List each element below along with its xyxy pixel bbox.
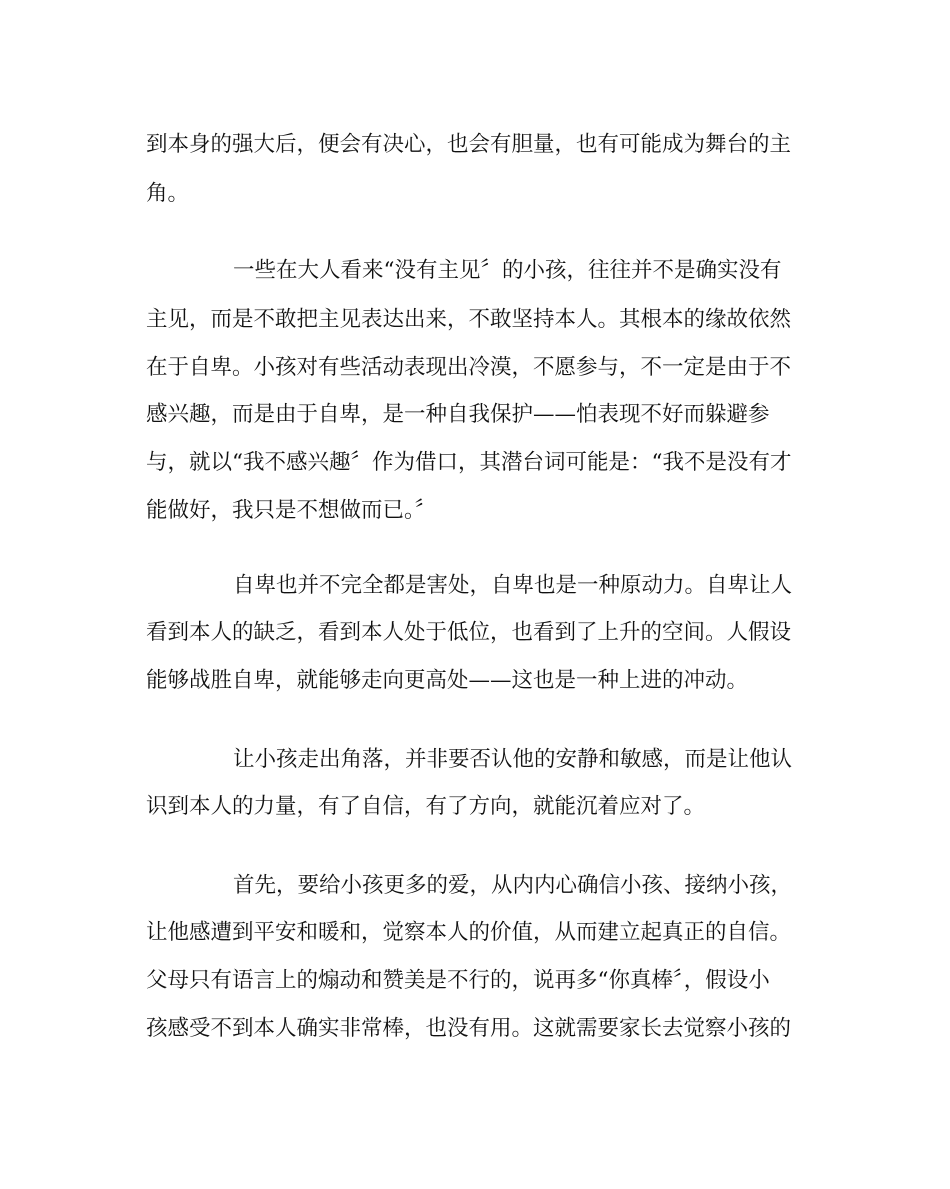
paragraph-4-line-2: 识到本人的力量，有了自信，有了方向，就能沉着应对了。 xyxy=(146,794,706,819)
paragraph-2-line-1: 一些在大人看来“没有主见〞的小孩，往往并不是确实没有 xyxy=(233,258,782,283)
paragraph-5-line-4: 孩感受不到本人确实非常棒，也没有用。这就需要家长去觉察小孩的 xyxy=(146,1016,792,1041)
paragraph-3-line-3: 能够战胜自卑，就能够走向更高处——这也是一种上进的冲动。 xyxy=(146,668,749,693)
paragraph-3-line-1: 自卑也并不完全都是害处，自卑也是一种原动力。自卑让人 xyxy=(233,573,793,598)
paragraph-5-line-1: 首先，要给小孩更多的爱，从内内心确信小孩、接纳小孩， xyxy=(233,873,793,898)
paragraph-2-line-5: 与，就以“我不感兴趣〞作为借口，其潜台词可能是：“我不是没有才 xyxy=(146,450,792,475)
paragraph-3-line-2: 看到本人的缺乏，看到本人处于低位，也看到了上升的空间。人假设 xyxy=(146,620,792,645)
paragraph-4-line-1: 让小孩走出角落，并非要否认他的安静和敏感，而是让他认 xyxy=(233,747,793,772)
paragraph-1-line-1: 到本身的强大后，便会有决心，也会有胆量，也有可能成为舞台的主 xyxy=(146,132,792,157)
paragraph-1-line-2: 角。 xyxy=(146,181,190,206)
paragraph-2-line-2: 主见，而是不敢把主见表达出来，不敢坚持本人。其根本的缘故依然 xyxy=(146,307,792,332)
paragraph-2-line-3: 在于自卑。小孩对有些活动表现出冷漠，不愿参与，不一定是由于不 xyxy=(146,355,792,380)
paragraph-5-line-2: 让他感遭到平安和暖和，觉察本人的价值，从而建立起真正的自信。 xyxy=(146,920,792,945)
paragraph-5-line-3: 父母只有语言上的煽动和赞美是不行的，说再多“你真棒〞，假设小 xyxy=(146,968,770,993)
paragraph-2-line-6: 能做好，我只是不想做而已。〞 xyxy=(146,498,437,523)
paragraph-2-line-4: 感兴趣，而是由于自卑，是一种自我保护——怕表现不好而躲避参 xyxy=(146,402,770,427)
